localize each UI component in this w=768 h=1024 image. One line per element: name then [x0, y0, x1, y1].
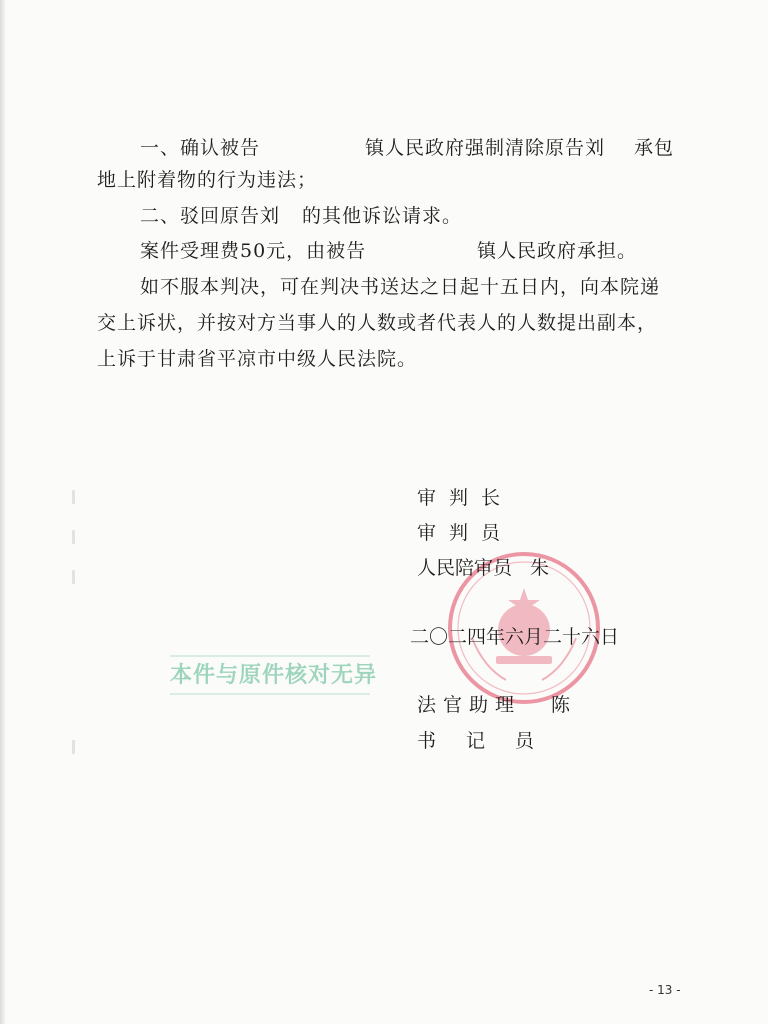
presiding-judge-row [417, 483, 513, 510]
clerk-title: 书记员 [417, 730, 565, 752]
judge-row [417, 518, 513, 545]
para1-line2: 地上附着物的行为违法； [97, 169, 318, 191]
para4-line3: 上诉于甘肃省平凉市中级人民法院。 [97, 348, 418, 370]
date-text: 二〇二四年六月二十六日 [410, 626, 620, 648]
para1-middle: 镇人民政府强制清除原告刘 [365, 137, 606, 159]
binding-mark [72, 490, 75, 504]
page-number: - 13 - [649, 983, 681, 997]
juror-title: 人民陪审员 [417, 557, 513, 579]
para1-prefix: 一、确认被告 [140, 137, 261, 159]
clerk-row [417, 726, 564, 753]
para4-line1: 如不服本判决，可在判决书送达之日起十五日内，向本院递 [140, 276, 661, 298]
juror-row [417, 553, 549, 580]
binding-mark [72, 740, 75, 754]
presiding-judge-title: 审判长 [417, 487, 514, 509]
assistant-row [417, 690, 570, 717]
judgment-date [410, 622, 619, 649]
para2-prefix: 二、驳回原告刘 [140, 205, 281, 227]
verification-stamp: 本件与原件核对无异 [170, 655, 370, 695]
para3-suffix: 镇人民政府承担。 [477, 240, 638, 262]
para3-prefix: 案件受理费50元，由被告 [140, 240, 367, 262]
juror-name: 朱 [530, 557, 550, 579]
page-edge-shadow [0, 0, 6, 1024]
para4-line2: 交上诉状，并按对方当事人的人数或者代表人的人数提出副本， [97, 312, 658, 334]
assistant-name: 陈 [551, 694, 571, 716]
para2-suffix: 的其他诉讼请求。 [302, 205, 463, 227]
para1-suffix: 承包 [634, 137, 675, 159]
judge-title: 审判员 [417, 522, 514, 544]
binding-mark [72, 530, 75, 544]
binding-mark [72, 570, 75, 584]
assistant-title: 法官助理 [417, 694, 522, 716]
